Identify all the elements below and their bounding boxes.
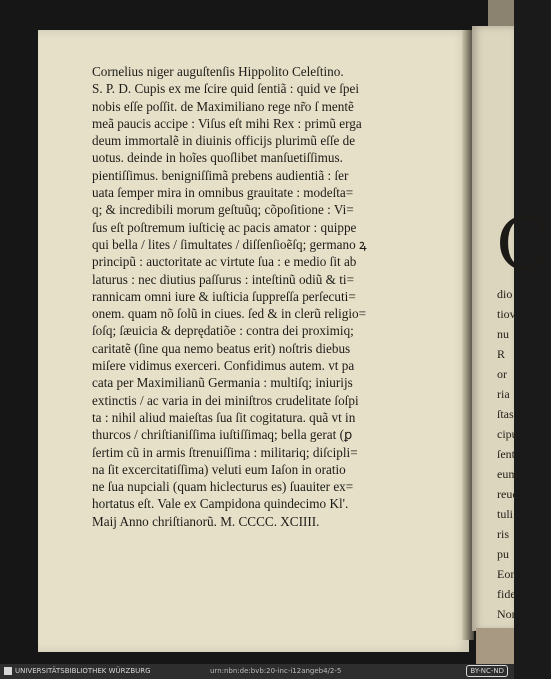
facing-page-line: ſent <box>497 447 515 461</box>
library-name: UNIVERSITÄTSBIBLIOTHEK WÜRZBURG <box>15 667 151 675</box>
facing-page-line: ris <box>497 527 509 541</box>
text-line: caritatẽ (ſine qua nemo beatus erit) noſtris diebus <box>92 340 351 356</box>
text-line: ſertim cũ in armis ſtrenuiſſima : militariq; diſcipli= <box>92 444 358 460</box>
text-line: deum immortalẽ in diuinis officijs plurimũ eſſe de <box>92 133 356 149</box>
cc-license-icon: BY-NC-ND <box>466 665 508 677</box>
facing-page-line: ria <box>497 387 510 401</box>
facing-page-line: Nor <box>497 607 516 621</box>
library-credit[interactable] <box>4 664 151 679</box>
text-line: extinctis / ac varia in dei miniſtros crudelitate ſoſpi <box>92 392 359 408</box>
facing-page-line: ſtas <box>497 407 514 421</box>
facing-page-line: tuli <box>497 507 514 521</box>
text-line: principũ : auctoritate ac virtute ſua : e medio ſit ab <box>92 254 357 270</box>
text-line: onem. quam nõ ſolũ in ciues. ſed & in clerũ religio= <box>92 306 367 322</box>
text-line: laturus : nec diutius paſſurus : inteſtinũ odiũ & ti= <box>92 271 355 287</box>
facing-page-line: Eon <box>497 567 517 581</box>
facing-page-line: tiov <box>497 307 516 321</box>
text-line: cata per Maximilianũ Germania : multiſq; iniurijs <box>92 375 353 391</box>
text-line: uata ſemper mira in omnibus grauitate : modeſta= <box>92 185 354 201</box>
facing-page-line: pu <box>497 547 509 561</box>
facing-page-line: or <box>497 367 507 381</box>
text-line: Cornelius niger auguſtenſis Hippolito Celeſtino. <box>92 64 344 79</box>
text-line: ſus eſt poſtremum iuſticię ac pacis amator : quippe <box>92 219 357 235</box>
text-line: thurcos / chriſtianiſſima iuſtiſſimaq; bella gerat (ꝑ <box>92 427 353 443</box>
text-line: meã paucis accipe : Viſus eſt mihi Rex : primũ erga <box>92 115 362 131</box>
facing-page-line: reuc <box>497 487 518 501</box>
facing-page-line: cipu <box>497 427 518 441</box>
text-line: qui bella / lites / ſimultates / diſſenſioẽſq; germano ꝝ <box>92 236 367 252</box>
license-badge[interactable] <box>466 664 508 679</box>
text-line: ta : nihil aliud maieſtas ſua ſit cogitatura. quã vt in <box>92 409 356 425</box>
text-line: uotus. deinde in hoĩes quoſlibet manſuetiſſimus. <box>92 150 343 166</box>
text-line: na ſit excercitatiſſima) veluti eum Iaſon in oratio <box>92 461 346 477</box>
text-line: rannicam omni iure & iuſticia ſuppreſſa perſecuti= <box>92 288 356 304</box>
text-line: hortatus eſt. Vale ex Campidona quindecimo Kl'. <box>92 496 349 512</box>
text-line: S. P. D. Cupis ex me ſcire quid ſentiã : quid ve ſpei <box>92 81 360 97</box>
facing-page-line: eum <box>497 467 518 481</box>
urn-label[interactable]: urn:nbn:de:bvb:20-inc-i12angeb4/2-5 <box>210 667 342 675</box>
text-line: pientiſſimus. benigniſſimã prebens audientiã : ſer <box>92 167 349 183</box>
text-line: ſoſq; ſæuicia & deprędatiõe : contra dei proximiq; <box>92 323 354 339</box>
text-line: nobis eſſe poſſit. de Maximiliano rege nr̃o ſ mentẽ <box>92 98 354 114</box>
facing-page-line: dio <box>497 287 513 301</box>
text-line: miſere vidimus exerceri. Confidimus autem. vt pa <box>92 358 355 374</box>
text-line: q; & incredibili morum geſtuũq; cõpoſitione : Vi= <box>92 202 354 218</box>
facing-page-initial: C <box>496 202 551 286</box>
library-logo-icon <box>4 667 12 675</box>
text-line: Maij Anno chriſtianorũ. M. CCCC. XCIIII. <box>92 513 320 529</box>
book-edge-bottom <box>476 628 514 664</box>
letter-text-block <box>92 63 412 530</box>
text-line: ne ſua nupciali (quam hiclecturus es) ſuauiter ex= <box>92 479 354 495</box>
facing-page-line: R <box>497 347 506 361</box>
footer-bar <box>0 664 514 679</box>
facing-page-line: fide <box>497 587 516 601</box>
facing-page <box>472 26 551 631</box>
facing-page-line: nu <box>497 327 509 341</box>
